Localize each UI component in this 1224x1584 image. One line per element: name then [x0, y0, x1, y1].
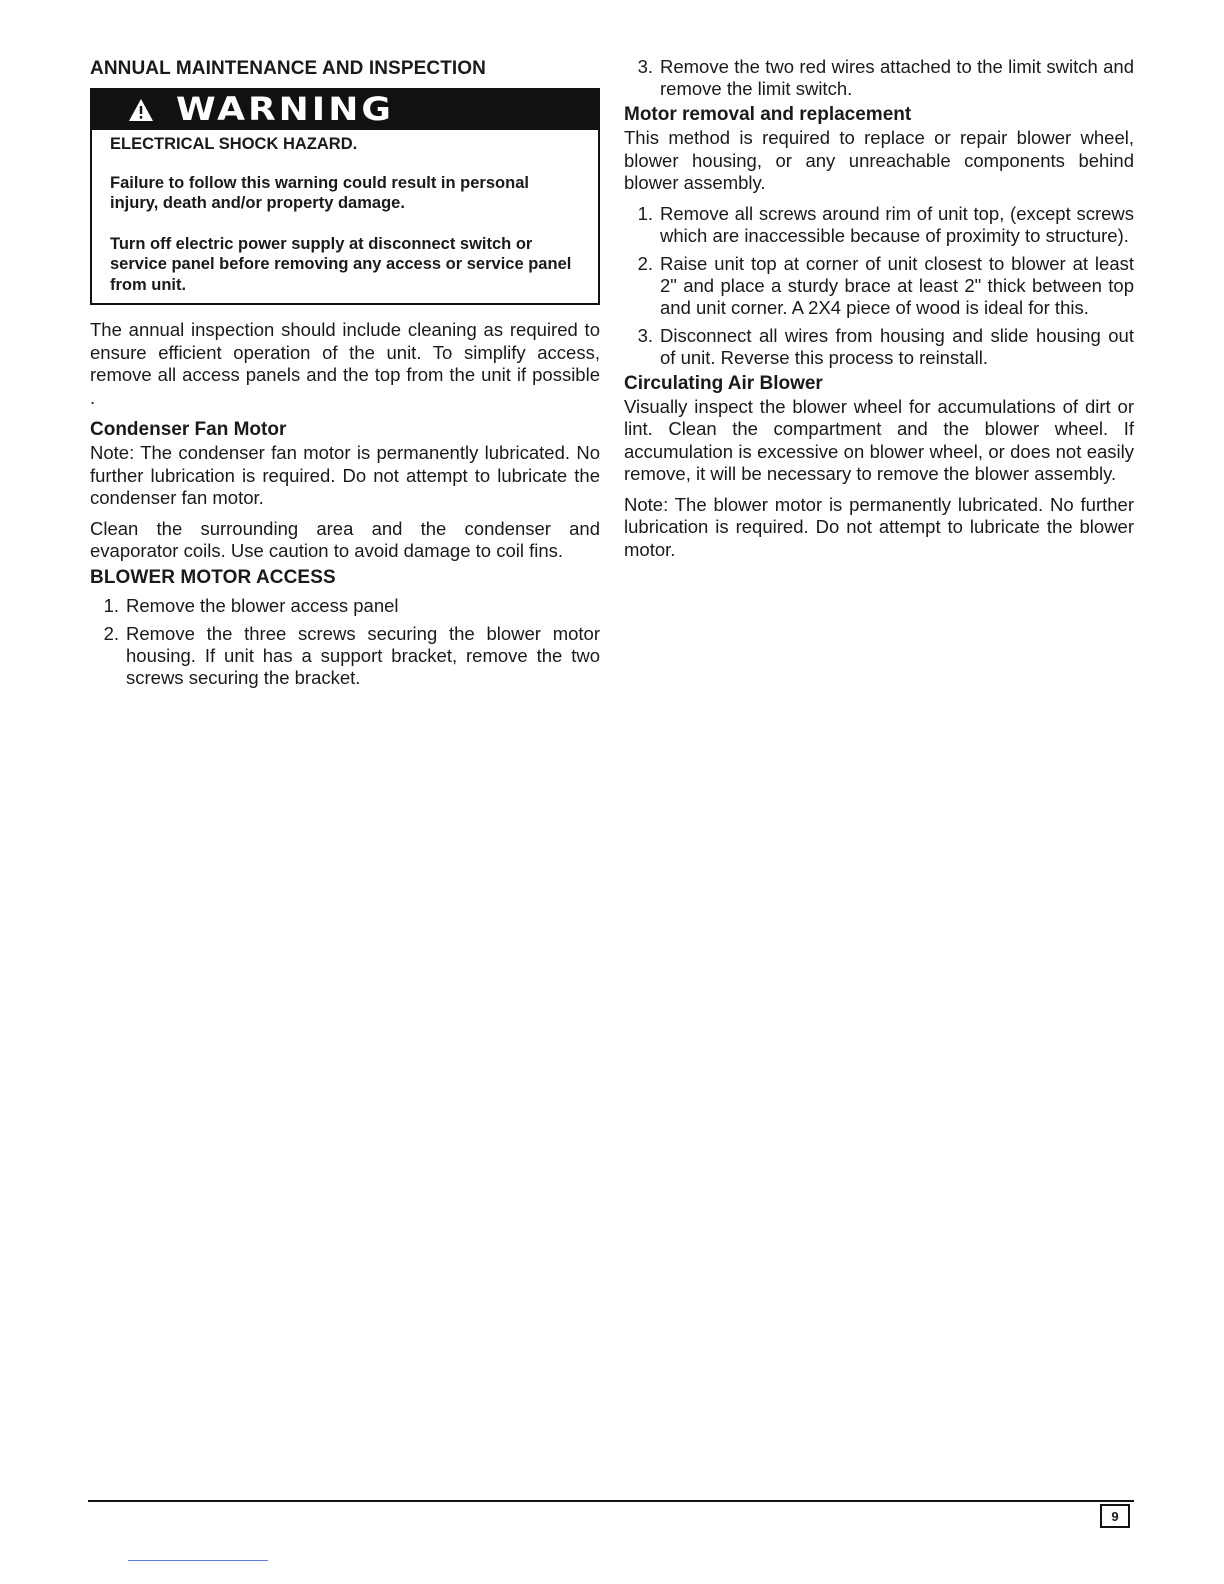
circulating-air-blower-heading: Circulating Air Blower [624, 372, 823, 394]
blower-access-steps [90, 595, 600, 689]
left-column [90, 56, 600, 695]
intro-paragraph: The annual inspection should include cleaning as required to ensure efficient operation of the unit. To simplify access, remove all access panels and the top from the unit if possible . [90, 319, 600, 408]
warning-consequence-line: Failure to follow this warning could result in personal injury, death and/or property damage. [110, 173, 529, 212]
warning-box [90, 88, 600, 305]
warning-instruction-line: Turn off electric power supply at disconnect switch or service panel before removing any access or service panel from unit. [110, 234, 572, 294]
motor-intro-paragraph: This method is required to replace or repair blower wheel, blower housing, or any unreachable components behind blower assembly. [624, 127, 1134, 193]
blower-access-steps-continued [624, 56, 1134, 100]
page-number: 9 [1100, 1504, 1130, 1528]
footer-blue-line [128, 1560, 268, 1561]
list-item: 3. Disconnect all wires from housing and slide housing out of unit. Reverse this process to reinstall. [637, 324, 1134, 368]
list-item: 1. Remove all screws around rim of unit top, (except screws which are inaccessible because of proximity to structure). [637, 202, 1134, 246]
list-item: 2. Raise unit top at corner of unit closest to blower at least 2" and place a sturdy brace at least 2" thick between top and unit corner. A 2X4 piece of wood is ideal for this. [637, 252, 1134, 318]
clean-coils-paragraph: Clean the surrounding area and the condenser and evaporator coils. Use caution to avoid damage to coil fins. [90, 517, 600, 561]
warning-word: WARNING [176, 91, 394, 128]
blower-motor-access-heading: BLOWER MOTOR ACCESS [90, 566, 336, 588]
warning-hazard-line: ELECTRICAL SHOCK HAZARD. [110, 135, 358, 153]
condenser-note-paragraph: Note: The condenser fan motor is permanently lubricated. No further lubrication is required. Do not attempt to lubricate the condenser fan motor. [90, 442, 600, 508]
blower-motor-note-paragraph: Note: The blower motor is permanently lubricated. No further lubrication is required. Do not attempt to lubricate the blower motor. [624, 493, 1134, 560]
condenser-fan-motor-heading: Condenser Fan Motor [90, 419, 287, 440]
warning-header [92, 90, 598, 130]
list-item: 3. Remove the two red wires attached to the limit switch and remove the limit switch. [637, 56, 1134, 99]
section-heading-annual-maintenance: ANNUAL MAINTENANCE AND INSPECTION [90, 58, 486, 79]
footer-rule [88, 1500, 1134, 1502]
list-item: 2. Remove the three screws securing the blower motor housing. If unit has a support bracket, remove the two screws securing the bracket. [103, 622, 600, 688]
motor-removal-heading: Motor removal and replacement [624, 104, 912, 125]
list-item: 1. Remove the blower access panel [103, 594, 399, 616]
warning-triangle-icon [128, 98, 154, 122]
warning-text [92, 134, 598, 295]
circulating-blower-paragraph: Visually inspect the blower wheel for accumulations of dirt or lint. Clean the compartment and the blower wheel. If accumulation is excessive on blower wheel, or does not easily remove, it will be necessary to remove the blower assembly. [624, 395, 1134, 484]
right-column [624, 56, 1134, 569]
motor-removal-steps [624, 203, 1134, 369]
